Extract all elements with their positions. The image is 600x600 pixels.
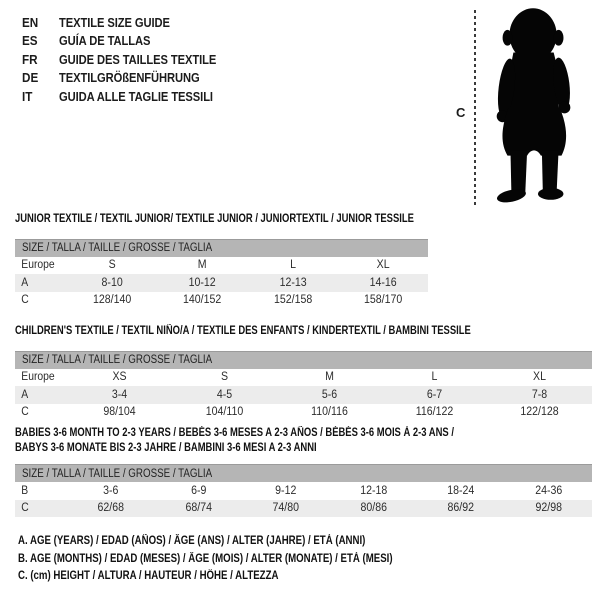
cell: 9-12 [275, 484, 297, 497]
cell: 5-6 [321, 388, 338, 401]
table-title-line1: BABIES 3-6 MONTH TO 2-3 YEARS / BEBÉS 3-6 MESES A 2-3 AÑOS / BÉBÉS 3-6 MOIS À 2-3 ANS / [15, 427, 454, 439]
cell: 92/98 [535, 502, 562, 515]
table-row-age-years [15, 386, 592, 404]
size-header-bar [15, 351, 592, 369]
language-row-it [22, 87, 242, 106]
cell: XL [376, 259, 390, 272]
spacer [15, 227, 428, 239]
cell: 10-12 [188, 276, 216, 289]
cell: M [197, 259, 207, 272]
language-code: DE [22, 70, 39, 86]
row-label: C [21, 502, 29, 515]
table-row-europe [15, 257, 428, 275]
cell: XL [533, 371, 546, 384]
cell: 14-16 [369, 276, 397, 289]
row-label: A [21, 388, 29, 401]
height-dotted-line [474, 10, 476, 207]
row-label: B [21, 484, 29, 497]
table-title: JUNIOR TEXTILE / TEXTIL JUNIOR/ TEXTILE JUNIOR / JUNIORTEXTIL / JUNIOR TESSILE [15, 213, 414, 225]
cell: 8-10 [101, 276, 123, 289]
table-row-age-years [15, 274, 428, 292]
cell: 7-8 [531, 388, 548, 401]
row-label: Europe [21, 259, 55, 272]
size-header-bar [15, 464, 592, 482]
childrens-textile-table [15, 324, 592, 421]
cell: 86/92 [447, 502, 474, 515]
language-label: GUÍA DE TALLAS [59, 33, 151, 49]
language-label: TEXTILGRÖßENFÜHRUNG [59, 70, 200, 86]
language-code: ES [22, 33, 38, 49]
cell: 62/68 [97, 502, 124, 515]
table-title-line2: BABYS 3-6 MONATE BIS 2-3 JAHRE / BAMBINI 3-6 MESI A 2-3 ANNI [15, 441, 317, 454]
row-label: Europe [21, 371, 55, 384]
cell: S [108, 259, 116, 272]
cell: 152/158 [273, 294, 312, 307]
cell: L [431, 371, 438, 384]
table-row-height [15, 292, 428, 310]
table-row-age-months [15, 482, 592, 500]
language-row-de [22, 69, 242, 88]
legend-line-a: A. AGE (YEARS) / EDAD (AÑOS) / ÂGE (ANS) / ALTER (JAHRE) / ETÀ (ANNI) [18, 535, 366, 547]
height-measure-label: C [456, 105, 466, 120]
cell: XS [112, 371, 127, 384]
cell: 18-24 [447, 484, 475, 497]
cell: 6-7 [426, 388, 443, 401]
spacer [15, 455, 592, 464]
cell: 158/170 [363, 294, 402, 307]
size-header-bar [15, 239, 428, 257]
junior-textile-table [15, 212, 428, 309]
language-row-en [22, 13, 242, 32]
cell: M [325, 371, 334, 384]
size-header-label: SIZE / TALLA / TAILLE / GRÖSSE / TAGLIA [22, 242, 213, 254]
language-row-fr [22, 50, 242, 69]
row-label: A [21, 276, 29, 289]
cell: 80/86 [360, 502, 387, 515]
cell: 3-6 [103, 484, 119, 497]
row-label: C [21, 406, 29, 419]
cell: S [220, 371, 229, 384]
language-code: FR [22, 51, 38, 67]
cell: 12-18 [359, 484, 387, 497]
cell: 74/80 [272, 502, 299, 515]
language-label: GUIDA ALLE TAGLIE TESSILI [59, 88, 213, 104]
cell: 128/140 [92, 294, 132, 307]
cell: 4-5 [216, 388, 233, 401]
cell: 3-4 [111, 388, 128, 401]
cell: 110/116 [311, 406, 348, 419]
cell: 140/152 [183, 294, 222, 307]
language-label: GUIDE DES TAILLES TEXTILE [59, 51, 217, 67]
cell: 12-13 [279, 276, 307, 289]
table-row-europe [15, 369, 592, 387]
size-header-label: SIZE / TALLA / TAILLE / GRÖSSE / TAGLIA [22, 467, 213, 480]
language-list [22, 13, 242, 106]
size-header-label: SIZE / TALLA / TAILLE / GRÖSSE / TAGLIA [22, 354, 213, 366]
babies-textile-table [15, 426, 592, 517]
language-label: TEXTILE SIZE GUIDE [59, 14, 170, 30]
language-code: IT [22, 88, 33, 104]
legend-line-c: C. (cm) HEIGHT / ALTURA / HAUTEUR / HÖHE / ALTEZZA [18, 570, 279, 582]
cell: 104/110 [205, 406, 244, 419]
table-row-height [15, 404, 592, 422]
cell: 6-9 [190, 484, 206, 497]
cell: 98/104 [103, 406, 136, 419]
table-row-height [15, 500, 592, 518]
toddler-silhouette-icon [481, 5, 589, 207]
cell: 116/122 [415, 406, 454, 419]
cell: 24-36 [534, 484, 562, 497]
row-label: C [21, 294, 29, 307]
table-title: CHILDREN'S TEXTILE / TEXTIL NIÑO/A / TEXTILE DES ENFANTS / KINDERTEXTIL / BAMBINI TESSILE [15, 325, 471, 337]
cell: 122/128 [520, 406, 559, 419]
language-row-es [22, 32, 242, 51]
measure-legend [18, 533, 464, 586]
cell: 68/74 [185, 502, 212, 515]
spacer [15, 339, 592, 351]
cell: L [289, 259, 296, 272]
language-code: EN [22, 14, 39, 30]
legend-line-b: B. AGE (MONTHS) / EDAD (MESES) / ÂGE (MOIS) / ALTER (MONATE) / ETÀ (MESI) [18, 552, 393, 565]
